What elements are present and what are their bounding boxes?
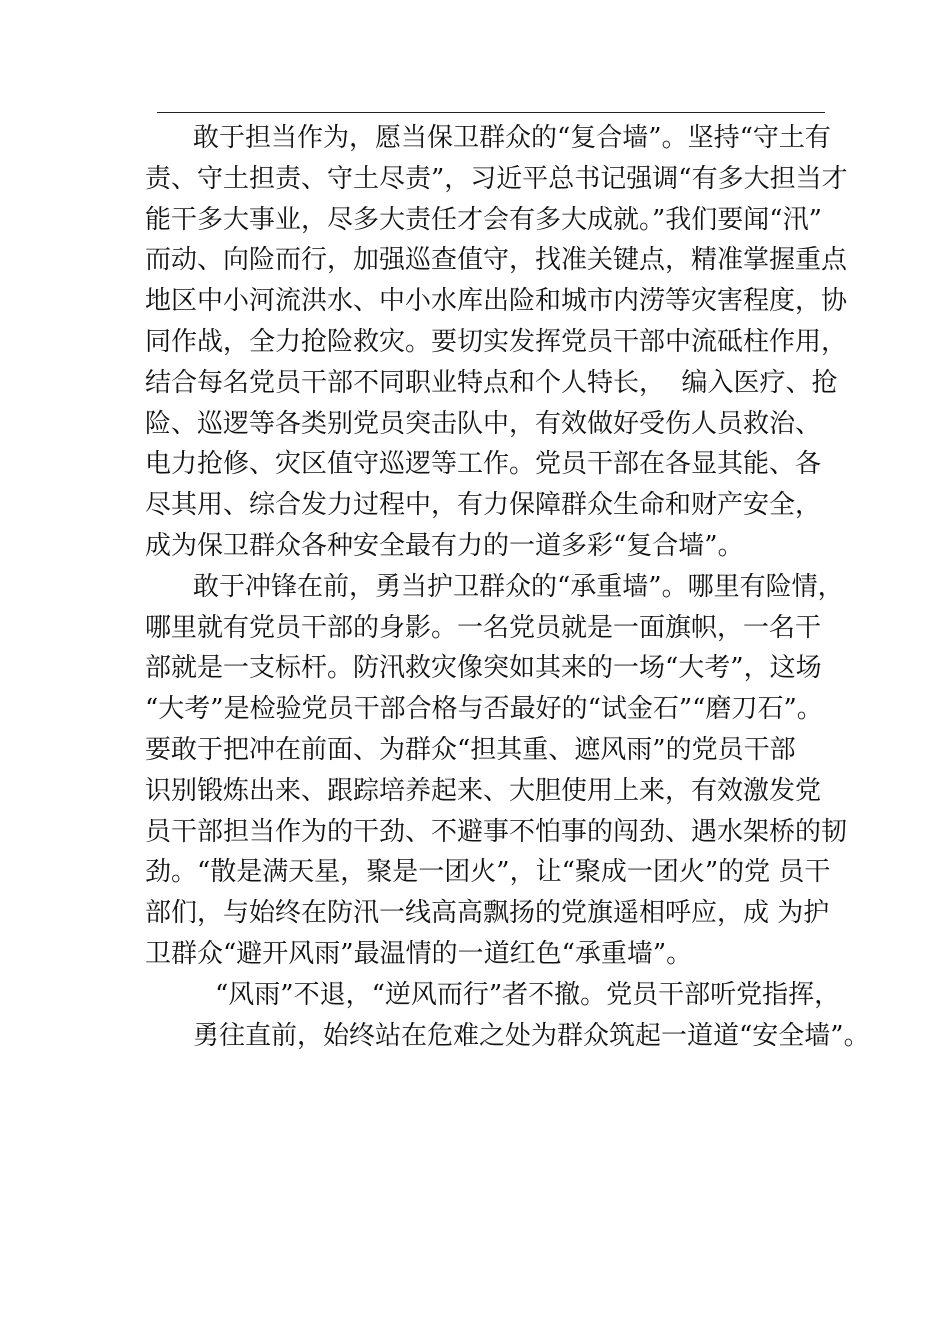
paragraph-line: 勇往直前，始终站在危难之处为群众筑起一道道“安全墙”。 xyxy=(193,1020,870,1051)
paragraph-closing xyxy=(145,975,870,1057)
paragraph-line: 结合每名党员干部不同职业特点和个人特长， 编入医疗、抢 xyxy=(145,367,838,398)
paragraph-line: 部们，与始终在防汛一线高高飘扬的党旗遥相呼应，成 为护 xyxy=(145,898,830,929)
paragraph-line: 卫群众“避开风雨”最温情的一道红色“承重墙”。 xyxy=(145,938,693,969)
paragraph-line: 敢于冲锋在前，勇当护卫群众的“承重墙”。哪里有险情， xyxy=(193,571,844,602)
paragraph-line: 能干多大事业，尽多大责任才会有多大成就。”我们要闻“汛” xyxy=(145,204,822,235)
paragraph-line: 电力抢修、灾区值守巡逻等工作。党员干部在各显其能、各 xyxy=(145,449,822,480)
paragraph-line: 哪里就有党员干部的身影。一名党员就是一面旗帜，一名干 xyxy=(145,612,822,643)
paragraph-load-bearing-wall xyxy=(145,567,848,975)
paragraph-line: 尽其用、综合发力过程中，有力保障群众生命和财产安全， xyxy=(145,490,822,521)
paragraph-composite-wall xyxy=(145,118,848,567)
paragraph-line: 部就是一支标杆。防汛救灾像突如其来的一场“大考”，这场 xyxy=(145,653,822,684)
paragraph-line: 劲。“散是满天星，聚是一团火”，让“聚成一团火”的党 员干 xyxy=(145,857,831,888)
paragraph-line: 险、巡逻等各类别党员突击队中，有效做好受伤人员救治、 xyxy=(145,408,822,439)
paragraph-line: 同作战，全力抢险救灾。要切实发挥党员干部中流砥柱作用， xyxy=(145,326,848,357)
document-body xyxy=(145,118,870,1056)
paragraph-line: 识别锻炼出来、跟踪培养起来、大胆使用上来，有效激发党 xyxy=(145,775,822,806)
header-rule xyxy=(157,112,825,113)
paragraph-line: 员干部担当作为的干劲、不避事不怕事的闯劲、遇水架桥的韧 xyxy=(145,816,848,847)
paragraph-line: 成为保卫群众各种安全最有力的一道多彩“复合墙”。 xyxy=(145,530,744,561)
paragraph-line: 责、守土担责、守土尽责”，习近平总书记强调“有多大担当才 xyxy=(145,163,848,194)
paragraph-line: 敢于担当作为，愿当保卫群众的“复合墙”。坚持“守土有 xyxy=(193,123,831,153)
paragraph-line: 而动、向险而行，加强巡查值守，找准关键点，精准掌握重点 xyxy=(145,245,848,276)
paragraph-line: 地区中小河流洪水、中小水库出险和城市内涝等灾害程度，协 xyxy=(145,286,848,317)
paragraph-line: “风雨”不退，“逆风而行”者不撤。党员干部听党指挥， xyxy=(215,979,841,1010)
paragraph-line: “大考”是检验党员干部合格与否最好的“试金石”“磨刀石”。 xyxy=(145,694,823,725)
paragraph-line: 要敢于把冲在前面、为群众“担其重、遮风雨”的党员干部 xyxy=(145,734,796,765)
